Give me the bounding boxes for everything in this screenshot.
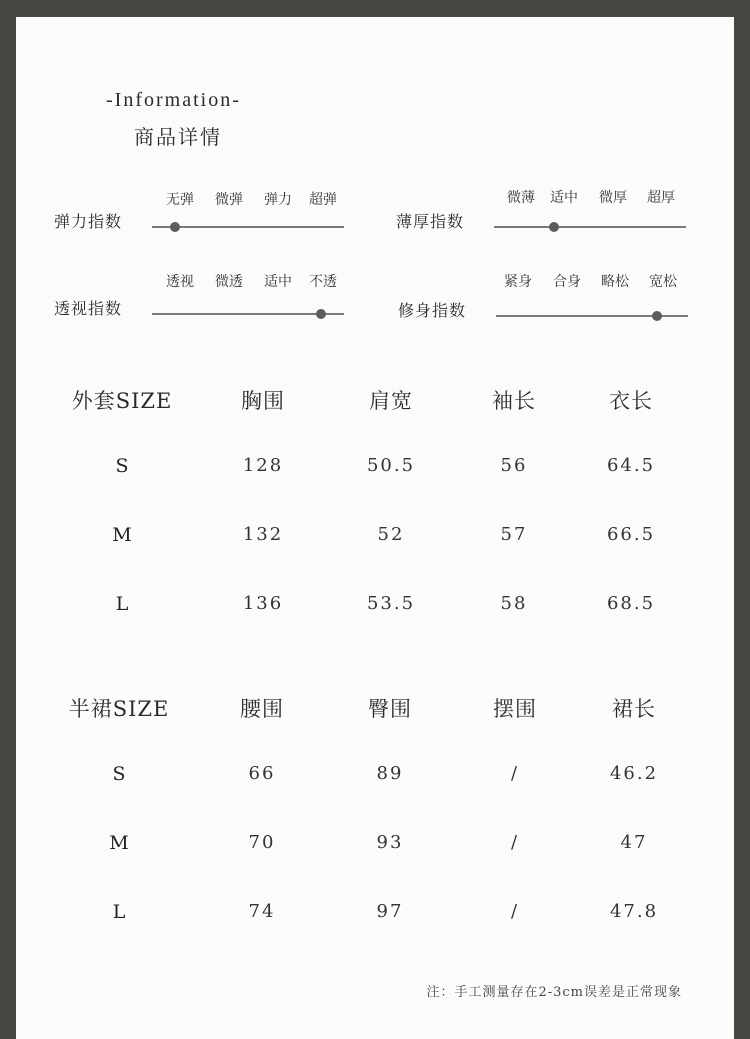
index-option: 微弹 (215, 192, 243, 208)
value-cell: 64.5 (606, 455, 656, 476)
index-option: 超厚 (647, 190, 675, 206)
index-level-dot (170, 222, 180, 232)
index-option: 适中 (264, 274, 292, 290)
header-cell: 衣长 (609, 389, 653, 413)
index-scale-line (496, 315, 688, 317)
index-option: 微厚 (599, 190, 627, 206)
table-header-row (48, 385, 708, 415)
index-label: 弹力指数 (54, 212, 123, 231)
index-option: 透视 (166, 274, 194, 290)
header-cell: 摆围 (493, 697, 537, 721)
index-option: 微透 (215, 274, 243, 290)
index-option: 紧身 (504, 274, 532, 290)
index-level-dot (652, 311, 662, 321)
table-row (48, 524, 708, 554)
size-cell: S (112, 763, 126, 785)
index-option: 宽松 (649, 274, 677, 290)
value-cell: 74 (248, 901, 276, 922)
index-transparency (54, 271, 394, 351)
value-cell: 66 (248, 763, 276, 784)
table-row (48, 901, 708, 931)
header-cell-size: 半裙SIZE (68, 697, 170, 721)
index-option: 弹力 (264, 192, 292, 208)
value-cell: 52 (377, 524, 405, 545)
value-cell: 68.5 (606, 593, 656, 614)
index-option: 无弹 (166, 192, 194, 208)
value-cell: 66.5 (606, 524, 656, 545)
index-option: 适中 (550, 190, 578, 206)
table-row (48, 763, 708, 793)
value-cell: / (510, 763, 520, 784)
index-option: 不透 (309, 274, 337, 290)
measurement-note: 注：手工测量存在2-3cm误差是正常现象 (426, 985, 682, 1000)
size-cell: L (112, 901, 126, 923)
index-scale-line (494, 226, 686, 228)
index-label: 透视指数 (54, 299, 123, 318)
information-subtitle: 商品详情 (134, 125, 222, 149)
size-cell: M (112, 524, 132, 546)
value-cell: 70 (248, 832, 276, 853)
header-cell-size: 外套SIZE (71, 389, 173, 413)
value-cell: 93 (376, 832, 404, 853)
size-cell: L (115, 593, 129, 615)
value-cell: 57 (500, 524, 528, 545)
value-cell: 89 (376, 763, 404, 784)
size-cell: S (115, 455, 129, 477)
value-cell: 128 (242, 455, 284, 476)
header-cell: 裙长 (612, 697, 656, 721)
index-options (494, 187, 694, 207)
index-thickness (396, 187, 736, 267)
table-header-row (48, 693, 708, 723)
product-detail-card (16, 17, 734, 1039)
index-level-dot (316, 309, 326, 319)
index-options (152, 271, 352, 291)
index-fit (398, 271, 738, 351)
index-label: 薄厚指数 (396, 212, 465, 231)
table-row (48, 832, 708, 862)
value-cell: 46.2 (609, 763, 659, 784)
index-level-dot (549, 222, 559, 232)
size-cell: M (109, 832, 129, 854)
value-cell: 132 (242, 524, 284, 545)
value-cell: 58 (500, 593, 528, 614)
index-label: 修身指数 (398, 301, 467, 320)
header-cell: 胸围 (241, 389, 285, 413)
index-option: 微薄 (507, 190, 535, 206)
index-option: 超弹 (309, 192, 337, 208)
header-cell: 臀围 (368, 697, 412, 721)
value-cell: 47 (620, 832, 648, 853)
header-cell: 腰围 (240, 697, 284, 721)
value-cell: 50.5 (366, 455, 416, 476)
header-cell: 袖长 (492, 389, 536, 413)
value-cell: 47.8 (609, 901, 659, 922)
value-cell: 136 (242, 593, 284, 614)
index-scale-line (152, 313, 344, 315)
index-option: 合身 (553, 274, 581, 290)
index-elasticity (54, 189, 394, 269)
information-title: -Information- (106, 89, 241, 111)
table-row (48, 455, 708, 485)
index-scale-line (152, 226, 344, 228)
table-row (48, 593, 708, 623)
value-cell: / (510, 832, 520, 853)
index-options (152, 189, 352, 209)
value-cell: 97 (376, 901, 404, 922)
value-cell: 56 (500, 455, 528, 476)
header-cell: 肩宽 (369, 389, 413, 413)
value-cell: / (510, 901, 520, 922)
index-option: 略松 (601, 274, 629, 290)
value-cell: 53.5 (366, 593, 416, 614)
index-options (496, 271, 696, 291)
